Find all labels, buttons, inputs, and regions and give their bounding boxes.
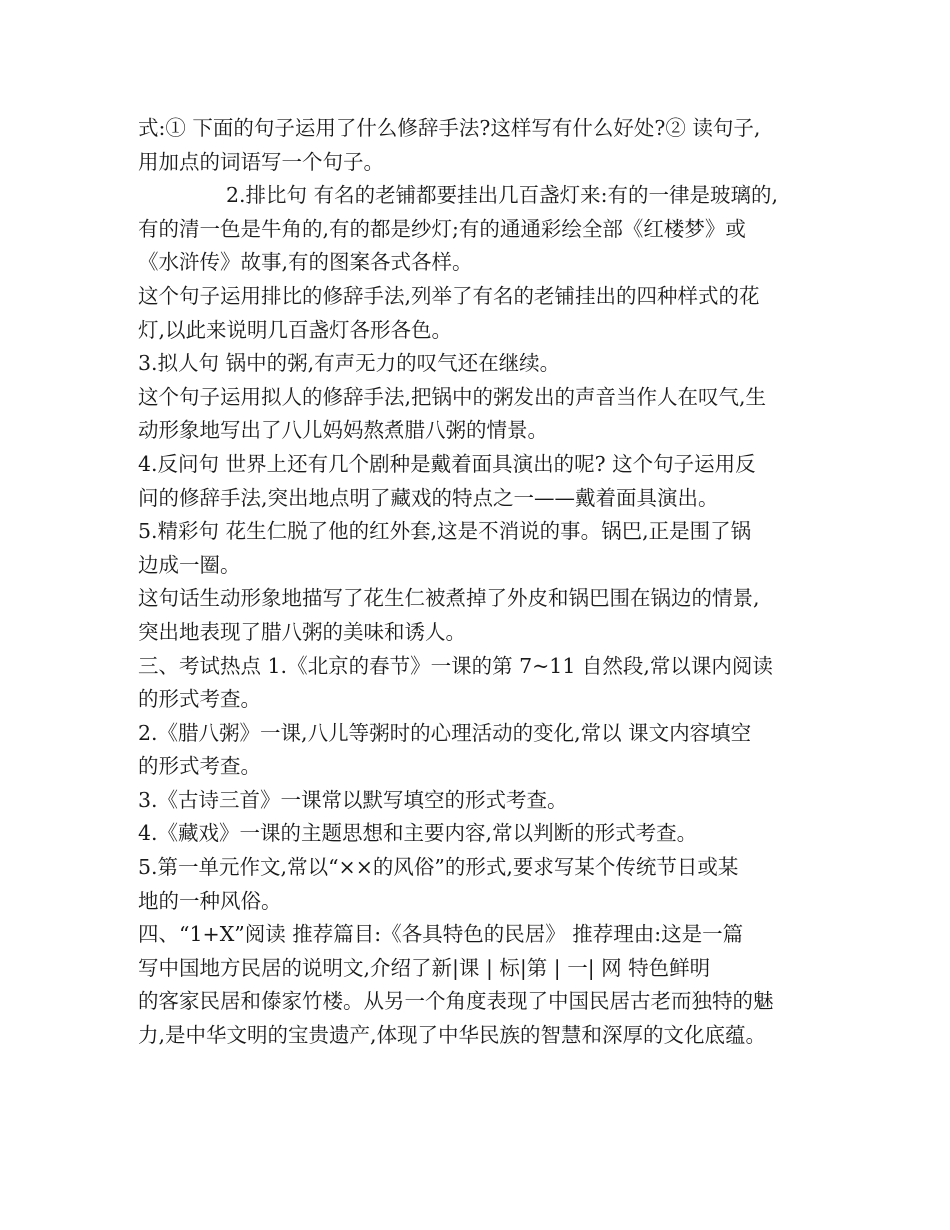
text-line: 5.精彩句 花生仁脱了他的红外套,这是不消说的事。锅巴,正是围了锅 (138, 519, 752, 544)
text-line: 的形式考查。 (138, 687, 261, 712)
text-line: 的客家民居和傣家竹楼。从另一个角度表现了中国民居古老而独特的魅 (138, 989, 774, 1014)
text-line: 的形式考查。 (138, 754, 261, 779)
text-line: 用加点的词语写一个句子。 (138, 149, 384, 174)
text-line: 地的一种风俗。 (138, 888, 282, 913)
text-line: 写中国地方民居的说明文,介绍了新|课 | 标|第 | 一| 网 特色鲜明 (138, 955, 711, 980)
text-line: 问的修辞手法,突出地点明了藏戏的特点之一——戴着面具演出。 (138, 485, 719, 510)
text-line: 有的清一色是牛角的,有的都是纱灯;有的通通彩绘全部《红楼梦》或 (138, 216, 746, 241)
text-line: 式:① 下面的句子运用了什么修辞手法?这样写有什么好处?② 读句子, (138, 116, 761, 140)
text-line: 4.《藏戏》一课的主题思想和主要内容,常以判断的形式考查。 (138, 821, 698, 846)
text-line: 4.反问句 世界上还有几个剧种是戴着面具演出的呢? 这个句子运用反 (138, 451, 756, 476)
document-body (138, 112, 816, 1053)
text-line: 边成一圈。 (138, 552, 241, 577)
text-line: 5.第一单元作文,常以“××的风俗”的形式,要求写某个传统节日或某 (138, 855, 739, 880)
text-line: 突出地表现了腊八粥的美味和诱人。 (138, 619, 466, 644)
text-line: 这句话生动形象地描写了花生仁被煮掉了外皮和锅巴围在锅边的情景, (138, 586, 760, 611)
text-line: 3.《古诗三首》一课常以默写填空的形式考查。 (138, 787, 568, 812)
text-line: 这个句子运用拟人的修辞手法,把锅中的粥发出的声音当作人在叹气,生 (138, 384, 767, 409)
text-line: 这个句子运用排比的修辞手法,列举了有名的老铺挂出的四种样式的花 (138, 283, 760, 308)
text-line: 3.拟人句 锅中的粥,有声无力的叹气还在继续。 (138, 351, 561, 376)
text-line: 三、考试热点 1.《北京的春节》一课的第 7~11 自然段,常以课内阅读 (138, 653, 773, 678)
text-line: 灯,以此来说明几百盏灯各形各色。 (138, 317, 453, 342)
text-line: 力,是中华文明的宝贵遗产,体现了中华民族的智慧和深厚的文化底蕴。 (138, 1023, 767, 1048)
text-line: 动形象地写出了八儿妈妈熬煮腊八粥的情景。 (138, 418, 548, 443)
text-line: 2.《腊八粥》一课,八儿等粥时的心理活动的变化,常以 课文内容填空 (138, 720, 752, 745)
text-line: 《水浒传》故事,有的图案各式各样。 (138, 250, 473, 275)
text-line: 四、“1+X”阅读 推荐篇目:《各具特色的民居》 推荐理由:这是一篇 (138, 922, 744, 947)
text-line: 2.排比句 有名的老铺都要挂出几百盏灯来:有的一律是玻璃的, (226, 183, 778, 208)
